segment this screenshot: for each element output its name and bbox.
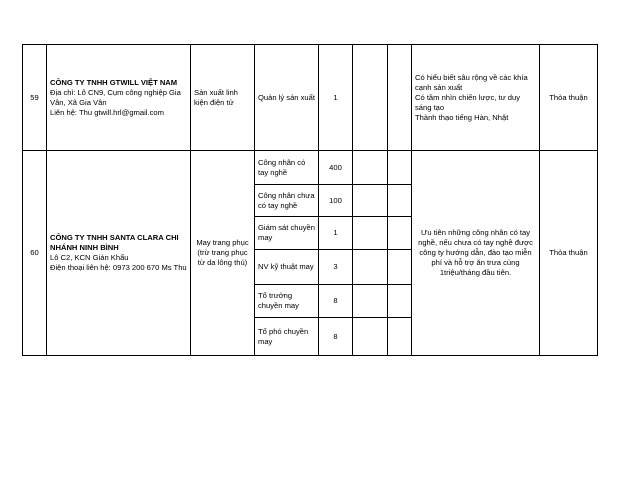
requirements-cell: Ưu tiên những công nhân có tay nghề, nếu chưa có tay nghề được công ty hướng dẫn, đào tạo miễn phí và hỗ trợ ăn trưa cùng 1triệu/tháng đầu tiên. bbox=[412, 151, 540, 356]
empty-cell bbox=[388, 318, 412, 356]
position-title: Tổ phó chuyền may bbox=[255, 318, 319, 356]
business-field: Sản xuất linh kiện điện tử bbox=[191, 45, 255, 151]
row-number: 59 bbox=[23, 45, 47, 151]
position-count: 100 bbox=[319, 185, 353, 217]
empty-cell bbox=[388, 285, 412, 318]
empty-cell bbox=[353, 45, 388, 151]
position-title: Quản lý sản xuất bbox=[255, 45, 319, 151]
business-field: May trang phục (trừ trang phục từ da lông thú) bbox=[191, 151, 255, 356]
empty-cell bbox=[388, 45, 412, 151]
empty-cell bbox=[353, 285, 388, 318]
table-row bbox=[23, 45, 598, 151]
position-count: 8 bbox=[319, 285, 353, 318]
company-cell bbox=[47, 151, 191, 356]
position-count: 400 bbox=[319, 151, 353, 185]
position-count: 1 bbox=[319, 217, 353, 250]
requirements-cell bbox=[412, 45, 540, 151]
company-contact: Điện thoại liên hệ: 0973 200 670 Ms Thu bbox=[50, 263, 187, 272]
empty-cell bbox=[353, 217, 388, 250]
position-title: Công nhân chưa có tay nghề bbox=[255, 185, 319, 217]
empty-cell bbox=[353, 151, 388, 185]
empty-cell bbox=[353, 250, 388, 285]
company-cell bbox=[47, 45, 191, 151]
position-count: 1 bbox=[319, 45, 353, 151]
company-name: CÔNG TY TNHH SANTA CLARA CHI NHÁNH NINH BÌNH bbox=[50, 233, 179, 252]
empty-cell bbox=[388, 250, 412, 285]
requirement-line: Thành thạo tiếng Hàn, Nhật bbox=[415, 112, 509, 122]
empty-cell bbox=[388, 185, 412, 217]
company-name: CÔNG TY TNHH GTWILL VIỆT NAM bbox=[50, 77, 178, 87]
empty-cell bbox=[388, 217, 412, 250]
empty-cell bbox=[353, 318, 388, 356]
company-contact: Liên hệ: Thu gtwill.hrl@gmail.com bbox=[50, 107, 164, 117]
empty-cell bbox=[353, 185, 388, 217]
requirement-line: Có tầm nhìn chiến lược, tư duy sáng tạo bbox=[415, 92, 521, 112]
position-title: Công nhân có tay nghề bbox=[255, 151, 319, 185]
table-row bbox=[23, 151, 598, 185]
position-title: NV kỹ thuật may bbox=[255, 250, 319, 285]
salary-cell: Thỏa thuận bbox=[540, 45, 598, 151]
job-listing-table bbox=[22, 44, 598, 356]
company-address: Lô C2, KCN Gián Khẩu bbox=[50, 253, 129, 262]
empty-cell bbox=[388, 151, 412, 185]
row-number: 60 bbox=[23, 151, 47, 356]
salary-cell: Thỏa thuận bbox=[540, 151, 598, 356]
position-title: Tổ trưởng chuyền may bbox=[255, 285, 319, 318]
company-address: Địa chỉ: Lô CN9, Cụm công nghiệp Gia Vân, Xã Gia Vân bbox=[50, 87, 181, 107]
position-title: Giám sát chuyền may bbox=[255, 217, 319, 250]
requirement-line: Có hiểu biết sâu rộng về các khía cạnh sản xuất bbox=[415, 72, 528, 92]
position-count: 8 bbox=[319, 318, 353, 356]
position-count: 3 bbox=[319, 250, 353, 285]
